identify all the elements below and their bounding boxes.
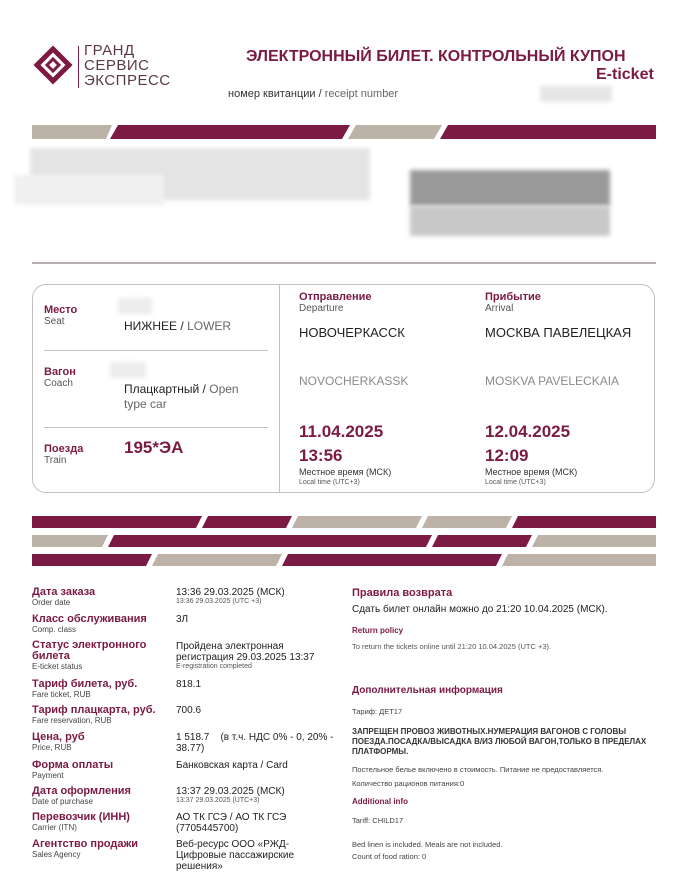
receipt-number-label: [228, 88, 398, 100]
coach-value-ru: Плацкартный /: [124, 382, 206, 396]
brand-line-1: ГРАНД: [84, 42, 135, 59]
linen-text: Постельное белье включено в стоимость. Питание не предоставляется.: [352, 765, 604, 774]
receipt-label-en: receipt number: [324, 88, 399, 100]
arrival-date: 12.04.2025: [485, 422, 571, 441]
detail-label-en: Fare ticket, RUB: [32, 690, 91, 699]
arrival-block: [485, 291, 645, 314]
departure-label-ru: Отправление: [299, 291, 372, 303]
arrival-label-en: Arrival: [485, 303, 514, 314]
detail-label-ru: Перевозчик (ИНН): [32, 811, 130, 823]
detail-label-ru: Дата заказа: [32, 586, 96, 598]
brand-line-3: ЭКСПРЕСС: [84, 72, 171, 89]
brand-logo: [33, 45, 73, 85]
departure-timezone-en: Local time (UTC+3): [299, 479, 360, 486]
passenger-info-redacted-2: [14, 175, 164, 205]
detail-value-sub: 13:36 29.03.2025 (UTC +3): [176, 598, 262, 605]
meals-text-en: Count of food ration: 0: [352, 852, 427, 861]
tariff-text: Тариф: ДЕТ17: [352, 707, 403, 716]
detail-row: [32, 731, 85, 752]
detail-value: [176, 641, 336, 670]
detail-label-ru: Тариф плацкарта, руб.: [32, 704, 156, 716]
detail-row: [32, 838, 138, 859]
detail-row: [32, 640, 172, 671]
departure-station-ru: НОВОЧЕРКАССК: [299, 325, 405, 340]
detail-value-text: Веб-ресурс ООО «РЖД-Цифровые пассажирские решения»: [176, 839, 295, 872]
ticket-card-row-divider: [44, 350, 268, 351]
detail-value-text: Пройдена электронная регистрация 29.03.2025 13:37: [176, 641, 315, 663]
detail-value: [176, 786, 336, 804]
detail-label-ru: Класс обслуживания: [32, 613, 147, 625]
seat-label-ru: Место: [44, 304, 78, 316]
detail-label-ru: Цена, руб: [32, 731, 85, 743]
detail-value-text: 818.1: [176, 679, 202, 690]
seat-number-redacted: [118, 298, 152, 314]
arrival-timezone-en: Local time (UTC+3): [485, 479, 546, 486]
departure-date: 11.04.2025: [299, 422, 384, 441]
brand-logo-divider: [78, 46, 79, 88]
detail-label-en: Comp. class: [32, 625, 77, 634]
detail-label-ru: Статус электронного билета: [32, 639, 147, 662]
seat-value-en: LOWER: [187, 319, 232, 333]
detail-row: [32, 759, 113, 780]
detail-value-text: АО ТК ГСЭ / АО ТК ГСЭ (7705445700): [176, 812, 287, 834]
barcode-redacted-2: [410, 206, 610, 236]
meals-text: Количество рационов питания:0: [352, 779, 465, 788]
detail-label-en: Price, RUB: [32, 743, 72, 752]
decor-stripe-top: [32, 125, 656, 139]
brand-name: [84, 43, 171, 88]
coach-value-en: Open type car: [124, 382, 239, 411]
refund-section: [352, 587, 652, 651]
detail-label-en: Date of purchase: [32, 797, 93, 806]
coach-label-ru: Вагон: [44, 366, 76, 378]
detail-value-text: 700.6: [176, 705, 202, 716]
departure-timezone-ru: Местное время (МСК): [299, 467, 392, 477]
train-label-ru: Поезда: [44, 443, 84, 455]
detail-label-en: Fare reservation, RUB: [32, 716, 112, 725]
detail-label-en: Sales Agency: [32, 850, 81, 859]
train-number: 195*ЭА: [124, 438, 184, 457]
coach-label: [44, 366, 76, 389]
barcode-redacted: [410, 170, 610, 206]
arrival-time: 12:09: [485, 446, 529, 465]
section-divider: [32, 262, 656, 264]
arrival-station-en: MOSKVA PAVELECKAIA: [485, 374, 620, 388]
detail-value-sub: E-registration completed: [176, 663, 252, 670]
detail-row: [32, 613, 147, 634]
detail-value-text: 1 518.7 (в т.ч. НДС 0% - 0, 20% - 38.77): [176, 732, 337, 754]
detail-row: [32, 811, 130, 832]
detail-value-text: 3Л: [176, 614, 189, 625]
detail-value: [176, 587, 336, 605]
brand-line-2: СЕРВИС: [84, 57, 150, 74]
departure-station-en: NOVOCHERKASSK: [299, 374, 409, 388]
seat-value-ru: НИЖНЕЕ /: [124, 319, 184, 333]
linen-text-en: Bed linen is included. Meals are not included.: [352, 840, 503, 849]
detail-row: [32, 785, 131, 806]
detail-label-ru: Дата оформления: [32, 785, 131, 797]
detail-value-text: 13:36 29.03.2025 (МСК): [176, 587, 285, 598]
ticket-card-vdivider: [279, 284, 280, 493]
train-label-en: Train: [44, 455, 67, 466]
seat-value: [124, 319, 231, 333]
detail-label-ru: Агентство продажи: [32, 838, 139, 850]
train-label: [44, 443, 83, 466]
ticket-card-row-divider: [44, 427, 268, 428]
tariff-text-en: Tariff: CHILD17: [352, 816, 404, 825]
arrival-station-ru: МОСКВА ПАВЕЛЕЦКАЯ: [485, 325, 632, 340]
detail-value-text: Банковская карта / Card: [176, 760, 288, 771]
decor-stripes-middle: [32, 516, 656, 566]
page-title: ЭЛЕКТРОННЫЙ БИЛЕТ. КОНТРОЛЬНЫЙ КУПОН: [246, 48, 626, 65]
seat-label: [44, 304, 77, 327]
additional-info-title-en: Additional info: [352, 797, 408, 806]
detail-label-ru: Тариф билета, руб.: [32, 678, 138, 690]
detail-value-text: 13:37 29.03.2025 (МСК): [176, 786, 285, 797]
additional-info-title: Дополнительная информация: [352, 685, 503, 696]
return-policy-title: Return policy: [352, 626, 404, 635]
detail-label-en: Order date: [32, 598, 71, 607]
detail-label-en: E-ticket status: [32, 662, 83, 671]
detail-label-en: Payment: [32, 771, 64, 780]
additional-info-section: [352, 685, 647, 861]
detail-label-en: Carrier (ITN): [32, 823, 77, 832]
arrival-label-ru: Прибытие: [485, 291, 541, 303]
refund-title: Правила возврата: [352, 587, 453, 599]
receipt-label-ru: номер квитанции /: [228, 88, 322, 100]
detail-row: [32, 678, 137, 699]
detail-label-ru: Форма оплаты: [32, 759, 114, 771]
coach-label-en: Coach: [44, 378, 73, 389]
arrival-timezone-ru: Местное время (МСК): [485, 467, 578, 477]
warning-text: ЗАПРЕЩЕН ПРОВОЗ ЖИВОТНЫХ.НУМЕРАЦИЯ ВАГОНОВ С ГОЛОВЫ ПОЕЗДА.ПОСАДКА/ВЫСАДКА В/ИЗ ЛЮБОЙ ВАГОН,ТОЛЬКО В ПРЕДЕЛАХ ПЛАТФОРМЫ.: [352, 727, 647, 756]
departure-time: 13:56: [299, 446, 343, 465]
page-subtitle: E-ticket: [596, 66, 654, 83]
seat-label-en: Seat: [44, 316, 65, 327]
detail-row: [32, 704, 156, 725]
departure-label-en: Departure: [299, 303, 344, 314]
departure-block: [299, 291, 469, 314]
refund-text: Сдать билет онлайн можно до 21:20 10.04.2025 (МСК).: [352, 604, 608, 615]
coach-number-redacted: [110, 362, 146, 378]
return-policy-text: To return the tickets online until 21:20 10.04.2025 (UTC +3).: [352, 642, 552, 651]
coach-value: [124, 382, 264, 412]
receipt-number-redacted: [540, 86, 612, 102]
detail-value-sub: 13:37 29.03.2025 (UTC+3): [176, 797, 260, 804]
brand-logo-icon: [33, 45, 73, 85]
detail-row: [32, 586, 95, 607]
